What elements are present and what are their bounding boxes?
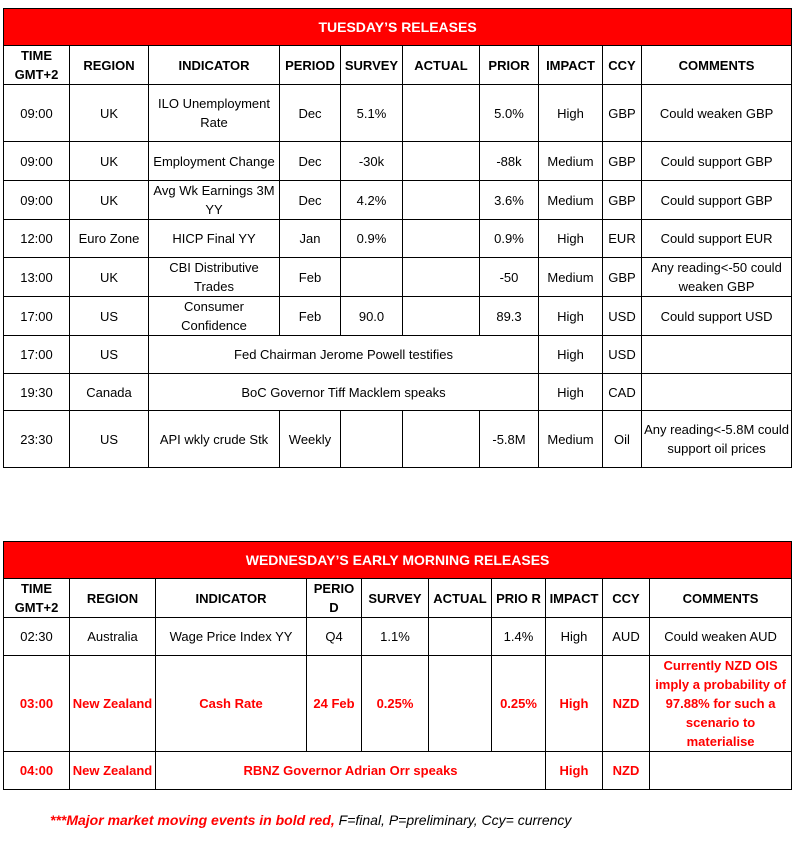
tuesday-releases-table xyxy=(3,8,792,468)
table-row: 09:00 UK Employment Change Dec -30k -88k Medium GBP Could support GBP xyxy=(4,142,792,181)
event-row-major: 04:00 New Zealand RBNZ Governor Adrian Orr speaks High NZD xyxy=(4,752,792,790)
col-time: TIME GMT+2 xyxy=(4,46,70,85)
col-period: PERIOD xyxy=(280,46,341,85)
tuesday-title: TUESDAY’S RELEASES xyxy=(4,9,792,46)
header-row xyxy=(4,46,792,85)
footnote-major: ***Major market moving events in bold red, xyxy=(50,812,335,828)
wednesday-title: WEDNESDAY’S EARLY MORNING RELEASES xyxy=(4,542,792,579)
col-indicator: INDICATOR xyxy=(149,46,280,85)
col-comments: COMMENTS xyxy=(650,579,792,618)
col-region: REGION xyxy=(70,579,156,618)
event-row: 17:00 US Fed Chairman Jerome Powell testifies High USD xyxy=(4,336,792,374)
header-row xyxy=(4,579,792,618)
footnote-legend: F=final, P=preliminary, Ccy= currency xyxy=(334,812,572,828)
footnote xyxy=(50,812,571,828)
col-indicator: INDICATOR xyxy=(156,579,307,618)
col-prior: PRIO R xyxy=(492,579,546,618)
col-survey: SURVEY xyxy=(341,46,403,85)
col-period: PERIO D xyxy=(307,579,362,618)
table-row: 02:30 Australia Wage Price Index YY Q4 1.1% 1.4% High AUD Could weaken AUD xyxy=(4,618,792,656)
col-region: REGION xyxy=(70,46,149,85)
col-prior: PRIOR xyxy=(480,46,539,85)
table-row: 12:00 Euro Zone HICP Final YY Jan 0.9% 0.9% High EUR Could support EUR xyxy=(4,220,792,258)
col-impact: IMPACT xyxy=(539,46,603,85)
table-row: 13:00 UK CBI Distributive Trades Feb -50 Medium GBP Any reading<-50 could weaken GBP xyxy=(4,258,792,297)
table-row: 23:30 US API wkly crude Stk Weekly -5.8M Medium Oil Any reading<-5.8M could support oil prices xyxy=(4,411,792,468)
col-actual: ACTUAL xyxy=(429,579,492,618)
col-impact: IMPACT xyxy=(546,579,603,618)
col-ccy: CCY xyxy=(603,46,642,85)
table-row: 17:00 US Consumer Confidence Feb 90.0 89.3 High USD Could support USD xyxy=(4,297,792,336)
col-survey: SURVEY xyxy=(362,579,429,618)
col-ccy: CCY xyxy=(603,579,650,618)
table-row: 09:00 UK ILO Unemployment Rate Dec 5.1% 5.0% High GBP Could weaken GBP xyxy=(4,85,792,142)
col-actual: ACTUAL xyxy=(403,46,480,85)
col-comments: COMMENTS xyxy=(642,46,792,85)
table-row-major: 03:00 New Zealand Cash Rate 24 Feb 0.25% 0.25% High NZD Currently NZD OIS imply a probability of 97.88% for such a scenario to materialise xyxy=(4,656,792,752)
event-row: 19:30 Canada BoC Governor Tiff Macklem speaks High CAD xyxy=(4,374,792,411)
table-row: 09:00 UK Avg Wk Earnings 3M YY Dec 4.2% 3.6% Medium GBP Could support GBP xyxy=(4,181,792,220)
col-time: TIME GMT+2 xyxy=(4,579,70,618)
wednesday-releases-table xyxy=(3,541,792,790)
